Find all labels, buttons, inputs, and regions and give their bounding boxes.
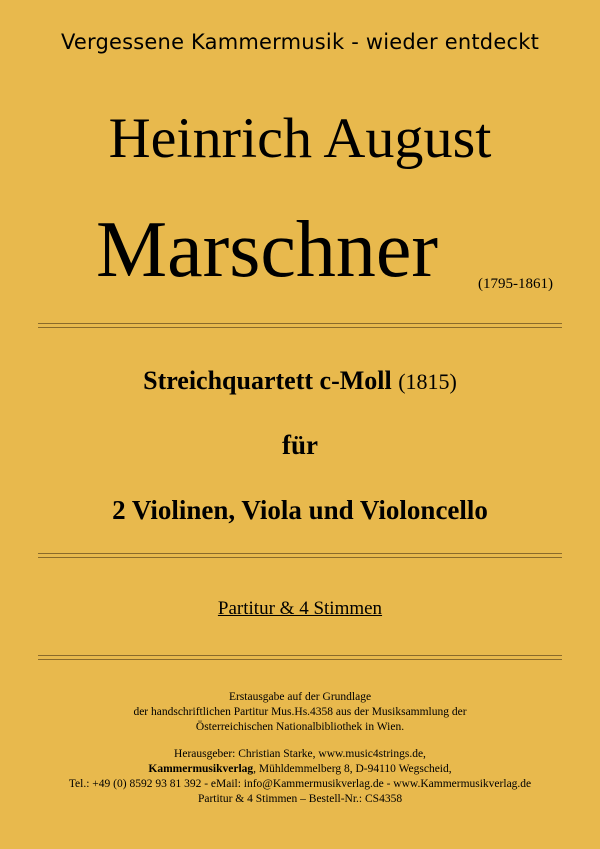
order-number: Partitur & 4 Stimmen – Bestell-Nr.: CS4358 (197, 793, 403, 805)
work-fuer: für (282, 430, 318, 460)
source-line-3: Österreichischen Nationalbibliothek in Wien. (195, 721, 405, 733)
work-title-line (0, 366, 600, 396)
work-instruments: 2 Violinen, Viola und Violoncello (112, 495, 488, 525)
source-note (0, 690, 600, 735)
publisher-name: Kammermusikverlag (148, 763, 254, 775)
series-title: Vergessene Kammermusik - wieder entdeckt (60, 30, 540, 54)
composer-dates: (1795-1861) (478, 276, 553, 292)
publisher-contact: Tel.: +49 (0) 8592 93 81 392 - eMail: info@Kammermusikverlag.de - www.Kammermusikverlag.de (68, 778, 532, 790)
source-line-1: Erstausgabe auf der Grundlage (228, 691, 372, 703)
publisher-address: , Mühldemmelberg 8, D-94110 Wegscheid, (253, 763, 452, 775)
source-line-2: der handschriftlichen Partitur Mus.Hs.4358 aus der Musiksammlung der (133, 706, 467, 718)
divider-bottom (38, 655, 562, 660)
divider-middle (38, 553, 562, 558)
composer-first-name: Heinrich August (108, 107, 492, 170)
edition-label: Partitur & 4 Stimmen (217, 598, 383, 619)
publisher-info (0, 747, 600, 807)
editor-line: Herausgeber: Christian Starke, www.music4strings.de, (174, 748, 426, 760)
divider-top (38, 323, 562, 328)
work-year: (1815) (398, 369, 457, 394)
composer-last-name: Marschner (96, 206, 439, 294)
work-title: Streichquartett c-Moll (143, 366, 392, 395)
publisher-address-line (0, 762, 600, 777)
